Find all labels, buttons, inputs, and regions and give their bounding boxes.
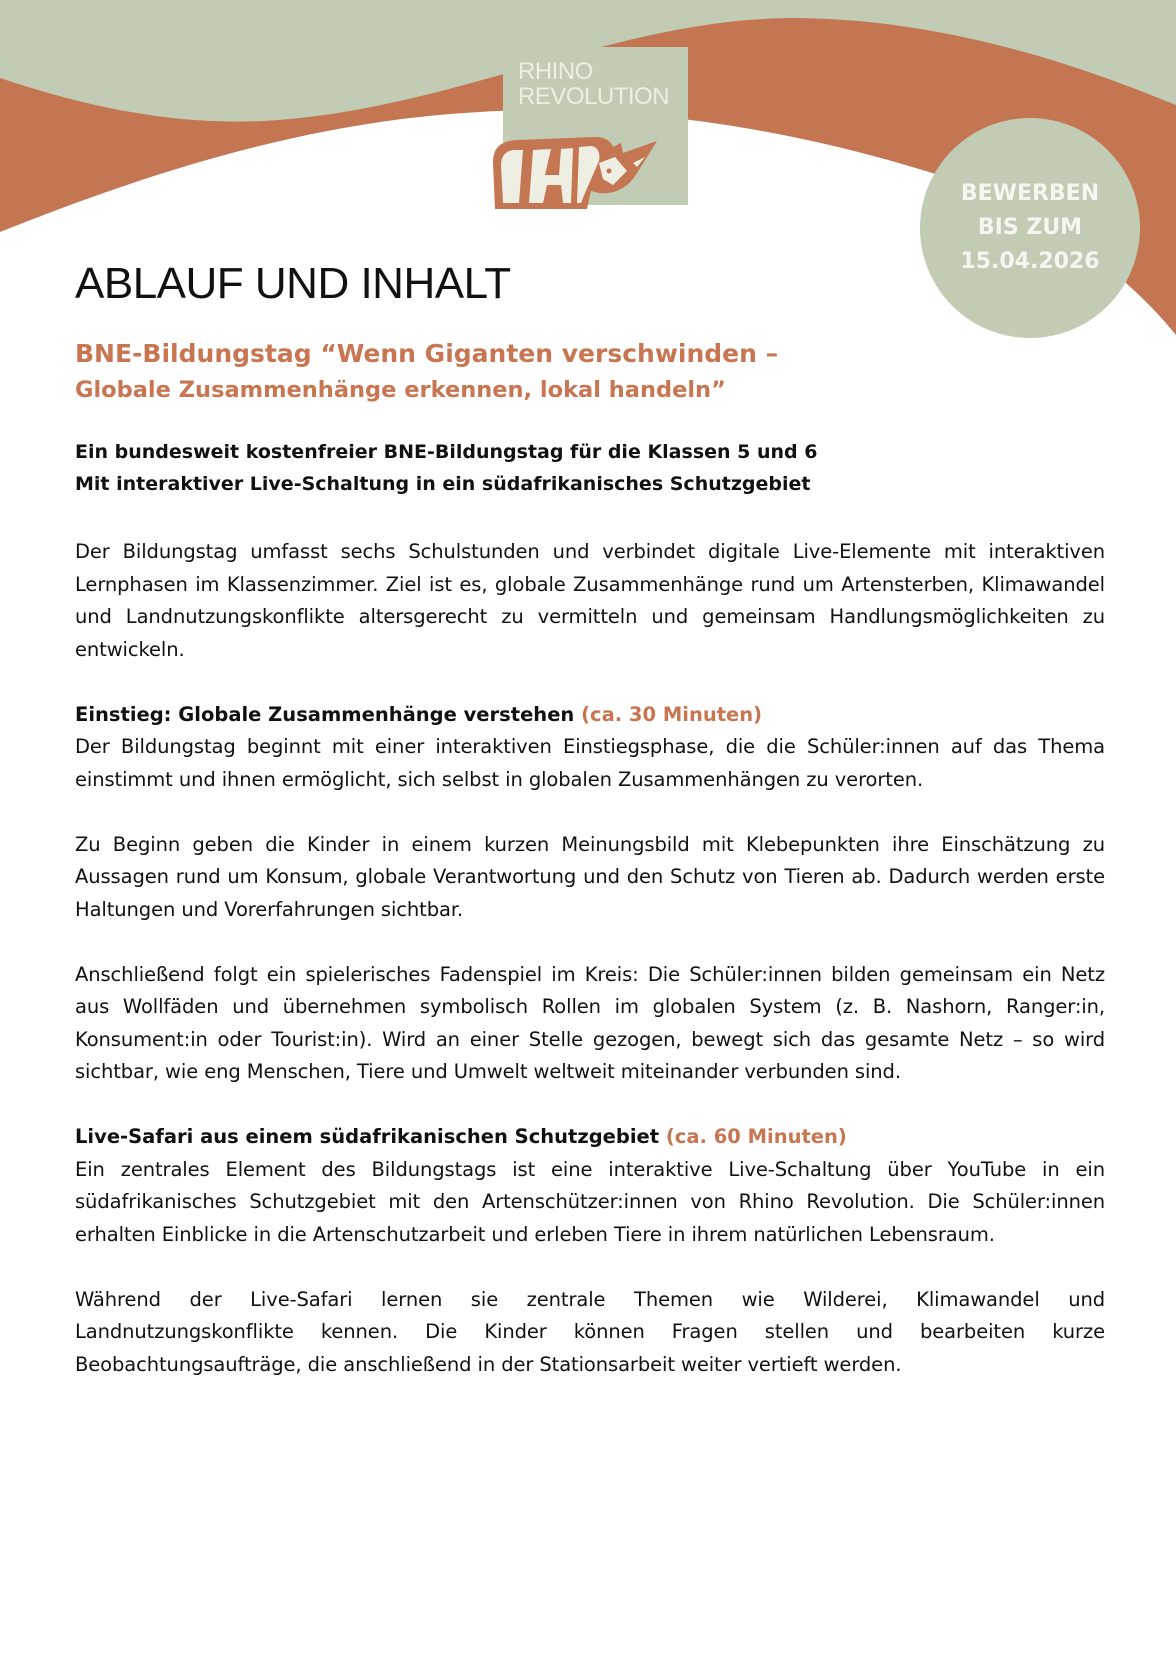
section-title: Live-Safari aus einem südafrikanischen Schutzgebiet xyxy=(75,1125,660,1148)
rhino-revolution-logo xyxy=(503,47,688,205)
document-content xyxy=(75,258,1105,1381)
section-heading xyxy=(75,1121,1105,1154)
intro-line-2: Mit interaktiver Live-Schaltung in ein südafrikanisches Schutzgebiet xyxy=(75,473,811,495)
section-paragraph: Zu Beginn geben die Kinder in einem kurzen Meinungsbild mit Klebepunkten ihre Einschätzung zu Aussagen rund um Konsum, globale Verantwortung und den Schutz von Tieren ab. Dadurch werden erste Haltungen und Vorerfahrungen sichtbar. xyxy=(75,832,1105,921)
section-duration: (ca. 30 Minuten) xyxy=(581,702,763,726)
badge-line-2: BIS ZUM xyxy=(977,215,1083,240)
intro-line-1: Ein bundesweit kostenfreier BNE-Bildungstag für die Klassen 5 und 6 xyxy=(75,441,818,463)
page-title: ABLAUF UND INHALT xyxy=(75,259,511,308)
logo-line-1: RHINO xyxy=(518,58,593,85)
section-duration: (ca. 60 Minuten) xyxy=(665,1125,847,1148)
subtitle-line-1: BNE-Bildungstag “Wenn Giganten verschwinden – xyxy=(75,339,779,368)
overview-paragraph: Der Bildungstag umfasst sechs Schulstunden und verbindet digitale Live-Elemente mit interaktiven Lernphasen im Klassenzimmer. Ziel ist es, globale Zusammenhänge rund um Artensterben, Klimawandel und Landnutzungskonflikte altersgerecht zu vermitteln und gemeinsam Handlungsmöglichkeiten zu entwickeln. xyxy=(75,540,1105,661)
section-paragraph: Anschließend folgt ein spielerisches Fadenspiel im Kreis: Die Schüler:innen bilden gemeinsam ein Netz aus Wollfäden und übernehmen symbolisch Rollen im globalen System (z. B. Nashorn, Ranger:in, Konsument:in oder Tourist:in). Wird an einer Stelle gezogen, bewegt sich das gesamte Netz – so wird sichtbar, wie eng Menschen, Tiere und Umwelt weltweit miteinander verbunden sind. xyxy=(75,962,1105,1083)
badge-deadline-date: 15.04.2026 xyxy=(960,249,1100,274)
section-heading xyxy=(75,699,1105,732)
rhino-icon xyxy=(487,133,662,209)
section-title: Einstieg: Globale Zusammenhänge verstehen xyxy=(75,702,575,726)
subtitle-line-2: Globale Zusammenhänge erkennen, lokal handeln” xyxy=(75,377,726,403)
section-paragraph: Ein zentrales Element des Bildungstags ist eine interaktive Live-Schaltung über YouTube in ein südafrikanisches Schutzgebiet mit den Artenschützer:innen von Rhino Revolution. Die Schüler:innen erhalten Einblicke in die Artenschutzarbeit und erleben Tiere in ihrem natürlichen Lebensraum. xyxy=(75,1157,1105,1246)
logo-wordmark xyxy=(518,59,669,109)
intro-summary xyxy=(75,436,1105,500)
badge-line-1: BEWERBEN xyxy=(960,181,1100,206)
section-paragraph: Während der Live-Safari lernen sie zentrale Themen wie Wilderei, Klimawandel und Landnutzungskonflikte kennen. Die Kinder können Fragen stellen und bearbeiten kurze Beobachtungsaufträge, die anschließend in der Stationsarbeit weiter vertieft werden. xyxy=(75,1287,1105,1376)
event-subtitle xyxy=(75,336,1105,408)
logo-line-2: REVOLUTION xyxy=(518,83,670,110)
section-paragraph: Der Bildungstag beginnt mit einer interaktiven Einstiegsphase, die die Schüler:innen auf das Thema einstimmt und ihnen ermöglicht, sich selbst in globalen Zusammenhängen zu verorten. xyxy=(75,735,1105,791)
